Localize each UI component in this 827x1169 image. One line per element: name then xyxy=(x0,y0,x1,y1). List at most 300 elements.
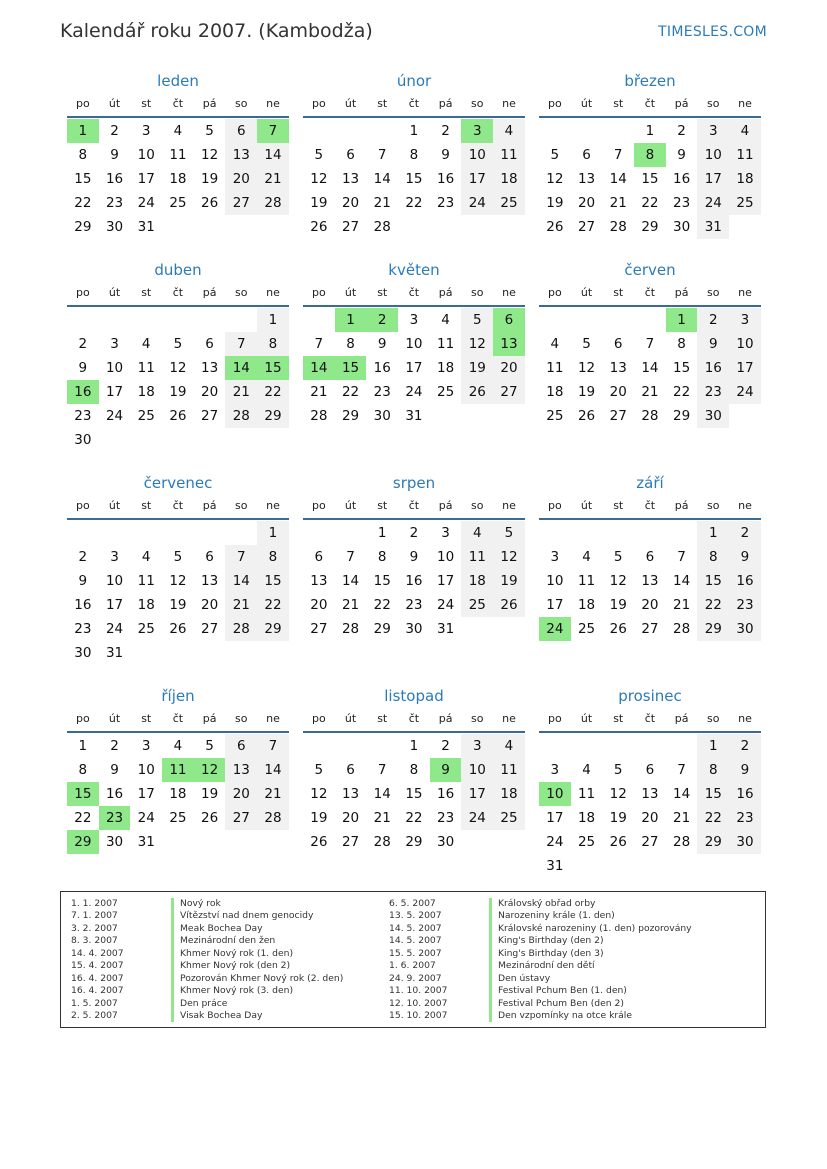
day-cell: 2 xyxy=(110,123,119,139)
day-cell: 6 xyxy=(225,734,257,758)
day-grid xyxy=(67,119,289,239)
day-cell: 8 xyxy=(409,147,419,163)
legend-holiday-name: Visak Bochea Day xyxy=(171,1010,262,1022)
day-cell: 7 xyxy=(677,762,686,778)
legend-date: 15. 4. 2007 xyxy=(71,960,124,972)
day-cell: 26 xyxy=(201,810,219,826)
weekday-name: čt xyxy=(644,286,656,299)
day-cell: 22 xyxy=(257,380,289,404)
empty-cell xyxy=(67,521,99,545)
holiday-day-cell: 2 xyxy=(366,308,398,332)
day-cell: 14 xyxy=(673,573,691,589)
day-cell: 13 xyxy=(641,573,659,589)
weekday-name: út xyxy=(580,499,593,512)
weekday-name: so xyxy=(707,97,720,110)
day-cell: 3 xyxy=(550,549,560,565)
day-cell: 19 xyxy=(310,810,328,826)
day-cell: 12 xyxy=(310,786,328,802)
empty-cell xyxy=(602,734,634,758)
weekday-name: so xyxy=(707,286,720,299)
day-cell: 14 xyxy=(641,360,659,376)
day-cell: 13 xyxy=(201,573,219,589)
day-grid xyxy=(303,521,525,641)
day-cell: 9 xyxy=(409,549,419,565)
day-cell: 10 xyxy=(105,360,124,376)
day-cell: 14 xyxy=(225,569,257,593)
month-name: červenec xyxy=(143,474,213,492)
day-cell: 13 xyxy=(341,786,360,802)
day-cell: 28 xyxy=(673,834,691,850)
day-cell: 5 xyxy=(314,762,324,778)
day-cell: 29 xyxy=(257,617,289,641)
day-cell: 28 xyxy=(310,408,328,424)
weekday-name: ne xyxy=(502,286,516,299)
day-cell: 6 xyxy=(346,762,355,778)
month-name: březen xyxy=(624,72,676,90)
day-cell: 15 xyxy=(697,782,729,806)
legend-row xyxy=(389,1010,692,1022)
day-cell: 4 xyxy=(173,738,183,754)
legend-date: 6. 5. 2007 xyxy=(389,898,436,909)
day-cell: 11 xyxy=(493,758,525,782)
weekday-name: st xyxy=(613,499,624,512)
day-cell: 27 xyxy=(641,834,659,850)
day-cell: 21 xyxy=(257,167,289,191)
empty-cell xyxy=(366,734,398,758)
weekday-name: po xyxy=(311,286,326,299)
day-cell: 13 xyxy=(609,360,627,376)
legend-row xyxy=(389,998,692,1010)
day-cell: 21 xyxy=(673,597,691,613)
day-cell: 6 xyxy=(205,549,214,565)
day-cell: 11 xyxy=(546,360,564,376)
day-cell: 7 xyxy=(677,549,686,565)
weekday-name: po xyxy=(547,499,562,512)
holiday-day-cell: 1 xyxy=(335,308,367,332)
legend-row xyxy=(389,935,692,947)
day-cell: 8 xyxy=(677,336,686,352)
weekday-name: po xyxy=(75,499,90,512)
legend-row xyxy=(71,948,343,960)
empty-cell xyxy=(602,308,634,332)
weekday-header xyxy=(539,281,761,307)
weekday-name: ne xyxy=(266,286,280,299)
empty-cell xyxy=(634,308,666,332)
day-cell: 19 xyxy=(169,597,187,613)
empty-cell xyxy=(666,734,698,758)
day-cell: 27 xyxy=(225,191,257,215)
day-cell: 9 xyxy=(677,147,686,163)
day-cell: 21 xyxy=(257,782,289,806)
day-cell: 15 xyxy=(257,569,289,593)
day-cell: 4 xyxy=(141,549,151,565)
day-cell: 8 xyxy=(346,336,355,352)
weekday-name: st xyxy=(613,97,624,110)
day-cell: 25 xyxy=(137,408,155,424)
weekday-name: so xyxy=(471,97,484,110)
day-cell: 17 xyxy=(546,597,564,613)
weekday-name: út xyxy=(580,286,593,299)
day-grid xyxy=(539,119,761,239)
day-cell: 1 xyxy=(645,123,655,139)
weekday-name: čt xyxy=(172,712,184,725)
day-cell: 22 xyxy=(373,597,391,613)
weekday-name: po xyxy=(75,97,90,110)
day-cell: 12 xyxy=(493,545,525,569)
legend-holiday-name: Khmer Nový rok (3. den) xyxy=(171,985,293,997)
day-cell: 28 xyxy=(257,191,289,215)
weekday-name: so xyxy=(471,712,484,725)
day-cell: 30 xyxy=(105,834,124,850)
day-cell: 17 xyxy=(137,786,155,802)
day-cell: 2 xyxy=(441,123,450,139)
day-cell: 26 xyxy=(310,834,328,850)
day-cell: 17 xyxy=(137,171,155,187)
day-cell: 3 xyxy=(110,336,119,352)
weekday-name: út xyxy=(108,97,121,110)
weekday-name: út xyxy=(344,286,357,299)
day-cell: 11 xyxy=(577,573,596,589)
legend-row xyxy=(71,923,343,935)
day-cell: 23 xyxy=(405,597,423,613)
day-cell: 10 xyxy=(697,143,729,167)
day-cell: 9 xyxy=(729,758,761,782)
day-cell: 26 xyxy=(493,593,525,617)
weekday-name: pá xyxy=(674,499,689,512)
day-cell: 24 xyxy=(405,384,423,400)
day-cell: 17 xyxy=(105,384,124,400)
month-10 xyxy=(67,685,289,854)
legend-holiday-name: Mezinárodní den žen xyxy=(171,935,275,947)
day-cell: 31 xyxy=(405,408,423,424)
legend-row xyxy=(389,960,692,972)
legend-date: 16. 4. 2007 xyxy=(71,985,124,997)
holiday-day-cell: 12 xyxy=(194,758,226,782)
day-cell: 8 xyxy=(697,545,729,569)
day-cell: 2 xyxy=(78,336,88,352)
legend-holiday-name: Mezinárodní den dětí xyxy=(489,960,595,972)
day-cell: 18 xyxy=(577,810,596,826)
month-name: duben xyxy=(154,261,202,279)
day-cell: 7 xyxy=(225,332,257,356)
day-cell: 7 xyxy=(645,336,655,352)
day-cell: 28 xyxy=(373,834,391,850)
day-cell: 26 xyxy=(169,621,187,637)
day-cell: 18 xyxy=(493,167,525,191)
day-cell: 25 xyxy=(169,195,187,211)
holiday-day-cell: 1 xyxy=(666,308,698,332)
day-grid xyxy=(67,521,289,665)
day-cell: 4 xyxy=(582,762,591,778)
day-cell: 9 xyxy=(441,147,450,163)
legend-date: 1. 5. 2007 xyxy=(71,997,118,1009)
day-grid xyxy=(67,734,289,854)
weekday-name: ne xyxy=(738,286,752,299)
day-cell: 11 xyxy=(169,147,187,163)
day-cell: 2 xyxy=(729,734,761,758)
brand-link[interactable]: TIMESLES.COM xyxy=(658,24,767,40)
legend-date: 15. 5. 2007 xyxy=(389,947,442,959)
day-cell: 22 xyxy=(641,195,659,211)
weekday-name: út xyxy=(580,97,593,110)
day-cell: 6 xyxy=(205,336,214,352)
day-cell: 11 xyxy=(461,545,493,569)
day-cell: 30 xyxy=(729,830,761,854)
day-grid xyxy=(303,734,525,854)
weekday-name: pá xyxy=(438,712,453,725)
empty-cell xyxy=(67,308,99,332)
month-name: listopad xyxy=(384,687,444,705)
empty-cell xyxy=(602,521,634,545)
day-cell: 10 xyxy=(546,573,564,589)
day-cell: 20 xyxy=(341,195,360,211)
weekday-name: čt xyxy=(408,286,420,299)
day-cell: 26 xyxy=(609,834,627,850)
day-cell: 26 xyxy=(546,219,564,235)
weekday-name: ne xyxy=(738,712,752,725)
day-cell: 25 xyxy=(546,408,564,424)
legend-holiday-name: Den ústavy xyxy=(489,973,550,985)
weekday-name: út xyxy=(344,499,357,512)
day-cell: 19 xyxy=(577,384,596,400)
weekday-name: čt xyxy=(172,499,184,512)
day-cell: 20 xyxy=(225,782,257,806)
legend-holiday-name: Nový rok xyxy=(171,898,221,910)
day-cell: 13 xyxy=(201,360,219,376)
empty-cell xyxy=(634,521,666,545)
holiday-day-cell: 29 xyxy=(67,830,99,854)
legend-row xyxy=(71,898,343,910)
day-cell: 18 xyxy=(729,167,761,191)
empty-cell xyxy=(539,521,571,545)
day-cell: 25 xyxy=(137,621,155,637)
weekday-name: čt xyxy=(408,712,420,725)
day-cell: 18 xyxy=(546,384,564,400)
day-cell: 13 xyxy=(341,171,360,187)
day-cell: 18 xyxy=(577,597,596,613)
day-cell: 1 xyxy=(257,521,289,545)
legend-date: 14. 5. 2007 xyxy=(389,935,442,947)
day-cell: 5 xyxy=(173,336,183,352)
day-cell: 22 xyxy=(257,593,289,617)
legend-row xyxy=(389,973,692,985)
weekday-header xyxy=(539,707,761,733)
day-grid xyxy=(303,308,525,428)
day-cell: 7 xyxy=(225,545,257,569)
day-cell: 4 xyxy=(493,734,525,758)
day-cell: 7 xyxy=(613,147,623,163)
day-cell: 6 xyxy=(346,147,355,163)
day-cell: 17 xyxy=(405,360,423,376)
day-cell: 28 xyxy=(225,404,257,428)
empty-cell xyxy=(194,308,226,332)
month-name: únor xyxy=(396,72,432,90)
day-cell: 24 xyxy=(461,806,493,830)
day-cell: 9 xyxy=(78,573,88,589)
empty-cell xyxy=(194,521,226,545)
weekday-name: ne xyxy=(502,712,516,725)
legend-date: 3. 2. 2007 xyxy=(71,922,118,934)
day-cell: 12 xyxy=(609,573,627,589)
day-cell: 1 xyxy=(257,308,289,332)
month-9 xyxy=(539,472,761,641)
empty-cell xyxy=(303,119,335,143)
legend-row xyxy=(389,985,692,997)
day-cell: 10 xyxy=(405,336,423,352)
day-cell: 29 xyxy=(673,408,691,424)
day-cell: 27 xyxy=(577,219,596,235)
empty-cell xyxy=(539,734,571,758)
day-cell: 28 xyxy=(641,408,659,424)
weekday-header xyxy=(303,281,525,307)
weekday-name: pá xyxy=(674,97,689,110)
legend-date: 12. 10. 2007 xyxy=(389,997,448,1009)
day-cell: 15 xyxy=(405,171,423,187)
day-cell: 24 xyxy=(137,195,155,211)
day-cell: 16 xyxy=(373,360,391,376)
day-cell: 5 xyxy=(493,521,525,545)
day-cell: 20 xyxy=(201,597,219,613)
weekday-name: st xyxy=(377,97,388,110)
day-cell: 22 xyxy=(673,384,691,400)
weekday-name: pá xyxy=(438,499,453,512)
weekday-name: so xyxy=(471,499,484,512)
day-cell: 20 xyxy=(225,167,257,191)
day-cell: 19 xyxy=(546,195,564,211)
day-cell: 20 xyxy=(641,597,659,613)
day-cell: 19 xyxy=(609,597,627,613)
day-cell: 10 xyxy=(105,573,124,589)
day-cell: 23 xyxy=(697,380,729,404)
holiday-day-cell: 6 xyxy=(493,308,525,332)
day-cell: 12 xyxy=(609,786,627,802)
day-cell: 17 xyxy=(729,356,761,380)
day-cell: 11 xyxy=(437,336,455,352)
day-cell: 7 xyxy=(346,549,355,565)
day-cell: 23 xyxy=(74,408,92,424)
day-cell: 14 xyxy=(673,786,691,802)
day-cell: 4 xyxy=(729,119,761,143)
day-cell: 25 xyxy=(577,834,596,850)
holiday-day-cell: 9 xyxy=(430,758,462,782)
day-cell: 5 xyxy=(314,147,324,163)
day-grid xyxy=(539,308,761,428)
month-4 xyxy=(67,259,289,452)
day-cell: 27 xyxy=(341,834,360,850)
day-cell: 31 xyxy=(137,219,155,235)
weekday-name: po xyxy=(311,712,326,725)
day-cell: 28 xyxy=(225,617,257,641)
weekday-header xyxy=(303,707,525,733)
month-name: červen xyxy=(624,261,676,279)
weekday-name: st xyxy=(613,286,624,299)
weekday-name: ne xyxy=(266,499,280,512)
day-cell: 1 xyxy=(78,738,88,754)
day-cell: 7 xyxy=(314,336,324,352)
day-cell: 3 xyxy=(697,119,729,143)
weekday-name: so xyxy=(235,712,248,725)
legend-holiday-name: Královský obřad orby xyxy=(489,898,595,910)
day-cell: 12 xyxy=(577,360,596,376)
day-cell: 31 xyxy=(137,834,155,850)
legend-column-right xyxy=(389,898,692,1022)
legend-holiday-name: Královské narozeniny (1. den) pozorovány xyxy=(489,923,692,935)
weekday-name: čt xyxy=(644,97,656,110)
day-cell: 24 xyxy=(697,191,729,215)
day-cell: 21 xyxy=(225,593,257,617)
day-cell: 9 xyxy=(697,332,729,356)
day-cell: 18 xyxy=(493,782,525,806)
weekday-header xyxy=(67,281,289,307)
day-cell: 26 xyxy=(461,380,493,404)
weekday-name: čt xyxy=(408,499,420,512)
day-cell: 3 xyxy=(550,762,560,778)
day-cell: 27 xyxy=(641,621,659,637)
holiday-day-cell: 13 xyxy=(493,332,525,356)
legend-holiday-name: Narozeniny krále (1. den) xyxy=(489,910,615,922)
weekday-name: čt xyxy=(172,97,184,110)
day-cell: 4 xyxy=(441,312,450,328)
legend-row xyxy=(389,898,692,910)
day-cell: 31 xyxy=(546,858,564,874)
day-cell: 19 xyxy=(461,356,493,380)
legend-date: 15. 10. 2007 xyxy=(389,1009,448,1021)
month-name: květen xyxy=(388,261,440,279)
day-cell: 15 xyxy=(373,573,391,589)
weekday-name: čt xyxy=(644,712,656,725)
weekday-name: po xyxy=(547,286,562,299)
weekday-name: pá xyxy=(674,712,689,725)
legend-row xyxy=(71,998,343,1010)
empty-cell xyxy=(225,308,257,332)
empty-cell xyxy=(162,308,194,332)
day-cell: 22 xyxy=(74,195,92,211)
day-cell: 26 xyxy=(201,195,219,211)
day-grid xyxy=(539,521,761,641)
day-cell: 27 xyxy=(201,621,219,637)
empty-cell xyxy=(303,521,335,545)
holiday-day-cell: 23 xyxy=(99,806,131,830)
day-cell: 21 xyxy=(641,384,659,400)
day-cell: 23 xyxy=(437,810,455,826)
day-cell: 2 xyxy=(78,549,88,565)
day-cell: 26 xyxy=(310,219,328,235)
legend-holiday-name: King's Birthday (den 3) xyxy=(489,948,604,960)
day-cell: 29 xyxy=(341,408,360,424)
day-cell: 9 xyxy=(729,545,761,569)
day-cell: 2 xyxy=(677,123,686,139)
day-cell: 15 xyxy=(405,786,423,802)
holiday-day-cell: 10 xyxy=(539,782,571,806)
month-name: září xyxy=(636,474,664,492)
weekday-header xyxy=(67,92,289,118)
day-cell: 5 xyxy=(613,762,623,778)
weekday-name: so xyxy=(235,499,248,512)
day-cell: 11 xyxy=(137,573,155,589)
day-cell: 22 xyxy=(341,384,360,400)
day-cell: 5 xyxy=(205,738,214,754)
day-grid xyxy=(539,734,761,878)
day-cell: 27 xyxy=(225,806,257,830)
day-cell: 12 xyxy=(546,171,564,187)
holiday-day-cell: 7 xyxy=(257,119,289,143)
day-cell: 29 xyxy=(641,219,659,235)
day-cell: 31 xyxy=(437,621,455,637)
day-cell: 8 xyxy=(697,758,729,782)
weekday-name: pá xyxy=(202,97,217,110)
day-cell: 23 xyxy=(729,806,761,830)
day-cell: 15 xyxy=(673,360,691,376)
